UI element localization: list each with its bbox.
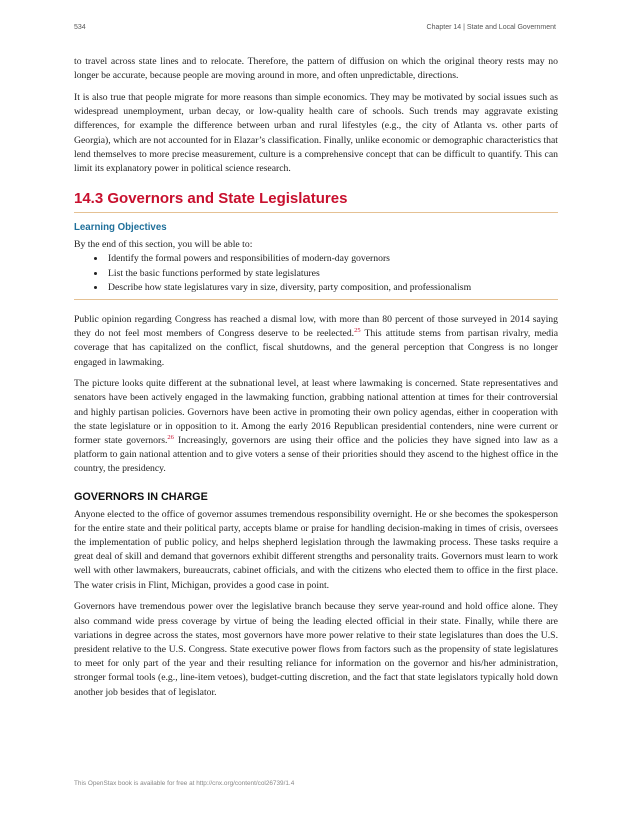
learning-objective-item: • List the basic functions performed by state legislatures <box>106 267 558 281</box>
paragraph-public-opinion <box>74 313 558 370</box>
paragraph-intro-1: to travel across state lines and to relocate. Therefore, the pattern of diffusion on which the original theory rests may no longer be accurate, because people are moving around in more, and often unpredictable, directions. <box>74 56 558 82</box>
running-header <box>74 24 556 31</box>
learning-objective-item: • Describe how state legislatures vary in size, diversity, party composition, and professionalism <box>106 281 558 295</box>
paragraph-text: The picture looks quite different at the subnational level, at least where lawmaking is concerned. State representatives and senators have been actively engaged in the lawmaking function, grabbing national attention at times for their controversial and highly partisan policies. Governors have been active in promoting their own policy agendas, either in cooperation with the state legislature or in opposition to it. Among the early 2016 Republican presidential contenders, nine were current or former state governors. <box>74 378 558 447</box>
paragraph-intro-2: It is also true that people migrate for more reasons than simple economics. They may be motivated by social issues such as widespread unemployment, urban decay, or low-quality health care of schools. Such trends may aggravate existing differences, for example the difference between urban and rural lifestyles (e.g., the city of Atlanta vs. other parts of Georgia), which are not accounted for in Elazar’s classification. Finally, unlike economic or demographic characteristics that lend themselves to more precise measurement, culture is a comprehensive concept that can be difficult to quantify. This can limit its explanatory power in political science research. <box>74 91 558 174</box>
learning-objectives-intro: By the end of this section, you will be able to: <box>74 239 253 251</box>
paragraph-text: Public opinion regarding Congress has reached a dismal low, with more than 80 percent of those surveyed in 2014 saying they do not feel most members of Congress deserve to be reelected. <box>74 313 558 340</box>
learning-objective-item: • Identify the formal powers and responsibilities of modern-day governors <box>106 252 558 266</box>
learning-objectives-title: Learning Objectives <box>74 222 167 234</box>
paragraph-governor-power: Governors have tremendous power over the legislative branch because they serve year-round and hold office alone. They also command wide press coverage by virtue of being the leading elected official in their state. Finally, while there are variations in degree across the states, most governors have more power relative to their state legislatures than does the U.S. president relative to the U.S. Congress. State executive power flows from factors such as the propensity of state legislatures to meet for only part of the year and their resulting reliance for information on the governor and his/her administration, stronger formal tools (e.g., line-item vetoes), budget-cutting discretion, and the fact that state legislators typically hold down another job besides that of legislator. <box>74 601 558 698</box>
paragraph-governor-responsibility: Anyone elected to the office of governor assumes tremendous responsibility overnight. He or she becomes the spokesperson for the entire state and their political party, accepts blame or praise for handling decision-making in times of crisis, oversees the implementation of public policy, and helps shepherd legislation through the lawmaking process. These tasks require a great deal of skill and demand that governors exhibit different strengths and personality traits. Governors must learn to work well with other lawmakers, bureaucrats, cabinet officials, and with the citizens who elected them to office in the first place. The water crisis in Flint, Michigan, provides a good case in point. <box>74 508 558 591</box>
footnote-ref-26[interactable]: 26 <box>167 433 174 441</box>
paragraph-text: Increasingly, governors are using their office and the policies they have signed into law as a platform to gain national attention and to give voters a sense of their priorities should they ascend to the highest office in the country, the presidency. <box>74 435 558 475</box>
learning-objectives-list <box>74 252 558 295</box>
section-divider <box>74 212 558 213</box>
paragraph-subnational <box>74 377 558 476</box>
learning-objectives-divider <box>74 299 558 300</box>
page-footer: This OpenStax book is available for free at http://cnx.org/content/col26739/1.4 <box>74 780 295 787</box>
main-content <box>74 55 558 707</box>
learning-objectives-box <box>74 222 558 300</box>
section-title: 14.3 Governors and State Legislatures <box>74 190 348 208</box>
paragraph-text: This attitude stems from partisan rivalry, media coverage that has capitalized on the conflict, fiscal shutdowns, and the general perception that Congress is no longer engaged in lawmaking. <box>74 328 558 368</box>
page-number: 534 <box>74 24 86 31</box>
subsection-title: GOVERNORS IN CHARGE <box>74 490 208 503</box>
footnote-ref-25[interactable]: 25 <box>354 326 361 334</box>
chapter-title: Chapter 14 | State and Local Government <box>426 24 556 31</box>
